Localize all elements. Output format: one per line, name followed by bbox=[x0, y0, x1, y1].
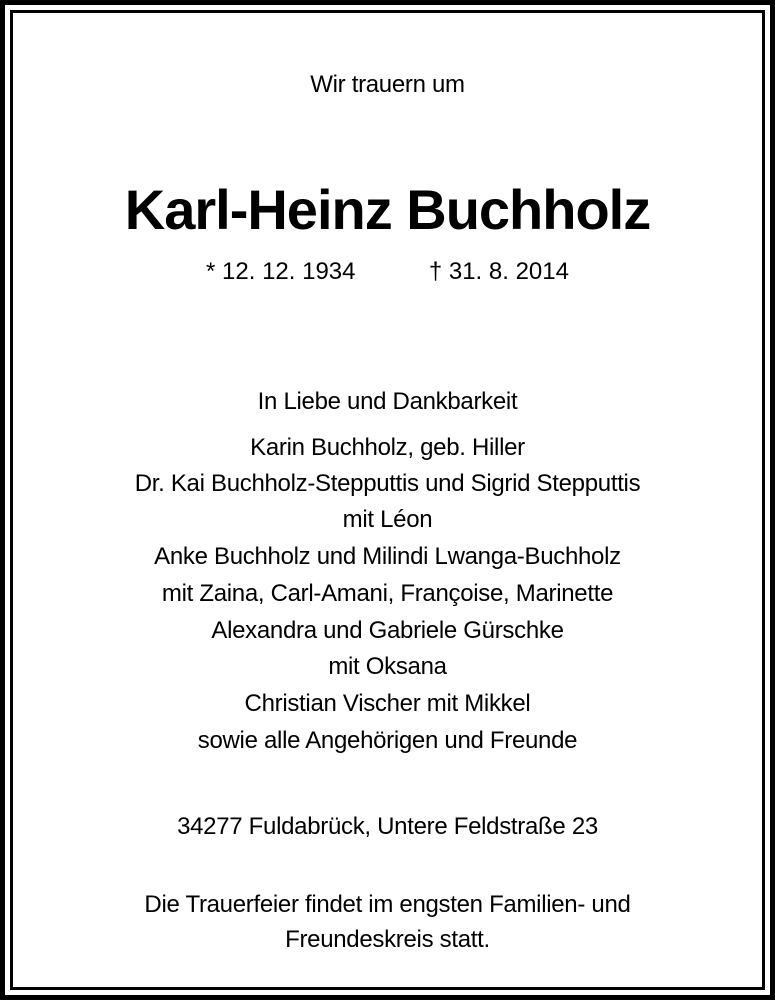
inner-border bbox=[10, 10, 765, 990]
mourner-line: Karin Buchholz, geb. Hiller bbox=[250, 434, 525, 461]
mourner-line: mit Oksana bbox=[328, 653, 447, 680]
deceased-name: Karl-Heinz Buchholz bbox=[124, 178, 651, 241]
death-date: † 31. 8. 2014 bbox=[428, 258, 569, 285]
mourners-intro: In Liebe und Dankbarkeit bbox=[257, 388, 518, 415]
mourner-line: Dr. Kai Buchholz-Stepputtis und Sigrid Stepputtis bbox=[134, 470, 641, 497]
mourner-line: Anke Buchholz und Milindi Lwanga-Buchholz bbox=[154, 543, 621, 570]
mourner-line: mit Léon bbox=[342, 506, 433, 533]
address: 34277 Fuldabrück, Untere Feldstraße 23 bbox=[177, 813, 598, 840]
mourner-line: Christian Vischer mit Mikkel bbox=[244, 690, 531, 717]
mourner-line: sowie alle Angehörigen und Freunde bbox=[197, 727, 578, 754]
life-dates bbox=[0, 257, 775, 287]
notice-line-2: Freundeskreis statt. bbox=[285, 926, 490, 953]
intro-text: Wir trauern um bbox=[310, 71, 465, 98]
notice-line-1: Die Trauerfeier findet im engsten Familien- und bbox=[144, 891, 631, 918]
mourner-line: Alexandra und Gabriele Gürschke bbox=[211, 617, 564, 644]
birth-date: * 12. 12. 1934 bbox=[206, 258, 356, 285]
mourner-line: mit Zaina, Carl-Amani, Françoise, Marinette bbox=[161, 580, 614, 607]
